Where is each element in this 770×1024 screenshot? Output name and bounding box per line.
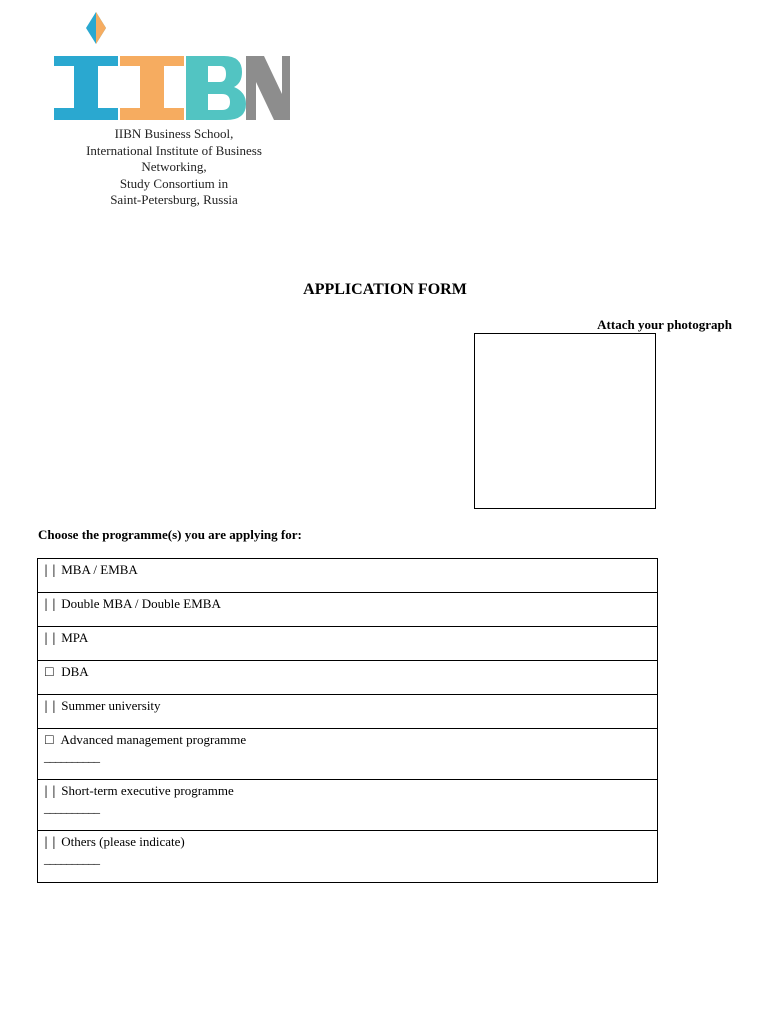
checkbox-double-mba[interactable]: | | bbox=[44, 597, 56, 611]
logo-line: IIBN Business School, bbox=[114, 126, 234, 141]
programme-row-others bbox=[38, 831, 657, 882]
checkbox-short-term-executive[interactable]: | | bbox=[44, 784, 56, 798]
form-title: APPLICATION FORM bbox=[303, 281, 467, 298]
programme-label: Others (please indicate) bbox=[61, 834, 185, 849]
checkbox-advanced-management[interactable]: ☐ bbox=[44, 733, 55, 747]
programme-label: MBA / EMBA bbox=[61, 562, 138, 577]
programme-label: Summer university bbox=[61, 698, 161, 713]
checkbox-summer-university[interactable]: | | bbox=[44, 699, 56, 713]
programme-row-advanced-management bbox=[38, 729, 657, 780]
checkbox-mpa[interactable]: | | bbox=[44, 631, 56, 645]
logo-letter-i2 bbox=[120, 56, 184, 120]
iibn-logo bbox=[44, 8, 304, 208]
programme-label: Advanced management programme bbox=[60, 732, 247, 747]
fill-in-line[interactable]: __________ bbox=[44, 800, 99, 815]
fill-in-line[interactable]: __________ bbox=[44, 749, 99, 764]
programme-row-double-mba bbox=[38, 593, 657, 627]
programme-label: Short-term executive programme bbox=[61, 783, 234, 798]
logo-line: Networking, bbox=[141, 159, 207, 174]
logo-letter-i1 bbox=[54, 56, 118, 120]
logo-letter-b bbox=[186, 56, 246, 120]
logo-caption bbox=[44, 126, 304, 209]
logo-line: Study Consortium in bbox=[119, 175, 229, 191]
checkbox-mba[interactable]: | | bbox=[44, 563, 56, 577]
programme-label: DBA bbox=[61, 664, 89, 679]
checkbox-dba[interactable]: ☐ bbox=[44, 665, 55, 679]
programme-row-short-term-executive bbox=[38, 780, 657, 831]
fill-in-line[interactable]: __________ bbox=[44, 851, 99, 866]
photo-upload-box[interactable] bbox=[474, 333, 656, 509]
programme-row-mba bbox=[38, 559, 657, 593]
logo-letter-n bbox=[246, 56, 290, 120]
programme-row-summer-university bbox=[38, 695, 657, 729]
logo-line: International Institute of Business bbox=[86, 142, 262, 158]
programme-row-dba bbox=[38, 661, 657, 695]
choose-programme-label: Choose the programme(s) you are applying for: bbox=[38, 527, 302, 542]
iibn-logo-mark bbox=[44, 8, 304, 128]
checkbox-others[interactable]: | | bbox=[44, 835, 56, 849]
programme-label: Double MBA / Double EMBA bbox=[61, 596, 221, 611]
photo-label: Attach your photograph bbox=[597, 317, 732, 332]
logo-line: Saint-Petersburg, Russia bbox=[110, 192, 238, 207]
programme-table bbox=[37, 558, 658, 883]
programme-row-mpa bbox=[38, 627, 657, 661]
programme-label: MPA bbox=[61, 630, 89, 645]
logo-diamond-right bbox=[96, 12, 106, 44]
